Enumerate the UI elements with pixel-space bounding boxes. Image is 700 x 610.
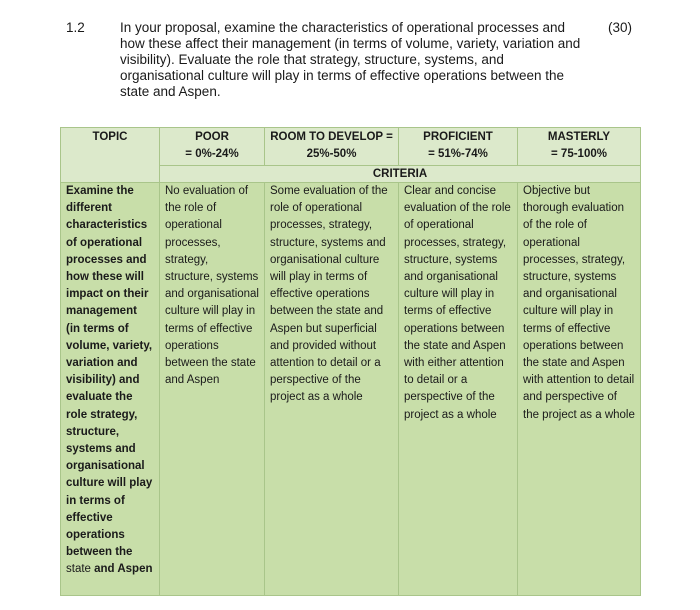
criteria-label: CRITERIA: [160, 166, 641, 183]
header-masterly-title: MASTERLY: [547, 131, 611, 143]
header-poor-range: = 0%-24%: [185, 148, 239, 160]
room-to-develop-cell: Some evaluation of the role of operational processes, strategy, structure, systems and organisational culture will play in terms of effective operations between the state and Aspen but superficial and provided without attention to detail or a perspective of the project as a whole: [265, 183, 399, 596]
proficient-cell: Clear and concise evaluation of the role of operational processes, strategy, structure, systems and organisational culture will play in terms of effective operations between the state and Aspen with either attention to detail or a perspective of the project as a whole: [399, 183, 518, 596]
question-marks: (30): [607, 20, 632, 35]
topic-text: Examine the different characteristics of operational processes and how these will impact on their management (in terms of volume, variety, variation and visibility) and evaluate the role strategy, structure, systems and organisational culture will play in terms of effective operations between the: [66, 185, 153, 559]
header-proficient: [399, 128, 518, 166]
rubric-header-row: [61, 128, 641, 166]
header-room-title: ROOM TO DEVELOP =: [270, 131, 393, 143]
topic-text-end: and Aspen: [94, 563, 153, 576]
header-room-range: 25%-50%: [306, 148, 357, 160]
rubric-table: [60, 127, 641, 596]
header-room-to-develop: [265, 128, 399, 166]
masterly-cell: Objective but thorough evaluation of the role of operational processes, strategy, structure, systems and organisational culture will play in terms of effective operations between the state and Aspen with attention to detail and perspective of the project as a whole: [518, 183, 641, 596]
rubric-body-row: [61, 183, 641, 596]
topic-text-plain: state: [66, 563, 91, 576]
topic-cell: [61, 183, 160, 596]
header-proficient-range: = 51%-74%: [428, 148, 488, 160]
header-proficient-title: PROFICIENT: [423, 131, 493, 143]
header-topic: [61, 128, 160, 183]
poor-cell: No evaluation of the role of operational processes, strategy, structure, systems and organisational culture will play in terms of effective operations between the state and Aspen: [160, 183, 265, 596]
header-masterly-range: = 75-100%: [551, 148, 607, 160]
header-poor-title: POOR: [195, 131, 229, 143]
header-topic-label: TOPIC: [92, 131, 128, 143]
question-number: 1.2: [66, 20, 85, 35]
header-masterly: [518, 128, 641, 166]
question-text: In your proposal, examine the characteristics of operational processes and how these affect their management (in terms of volume, variety, variation and visibility). Evaluate the role that strategy, structure, systems, and organisational culture will play in terms of effective operations between the state and Aspen.: [120, 20, 581, 99]
header-poor: [160, 128, 265, 166]
